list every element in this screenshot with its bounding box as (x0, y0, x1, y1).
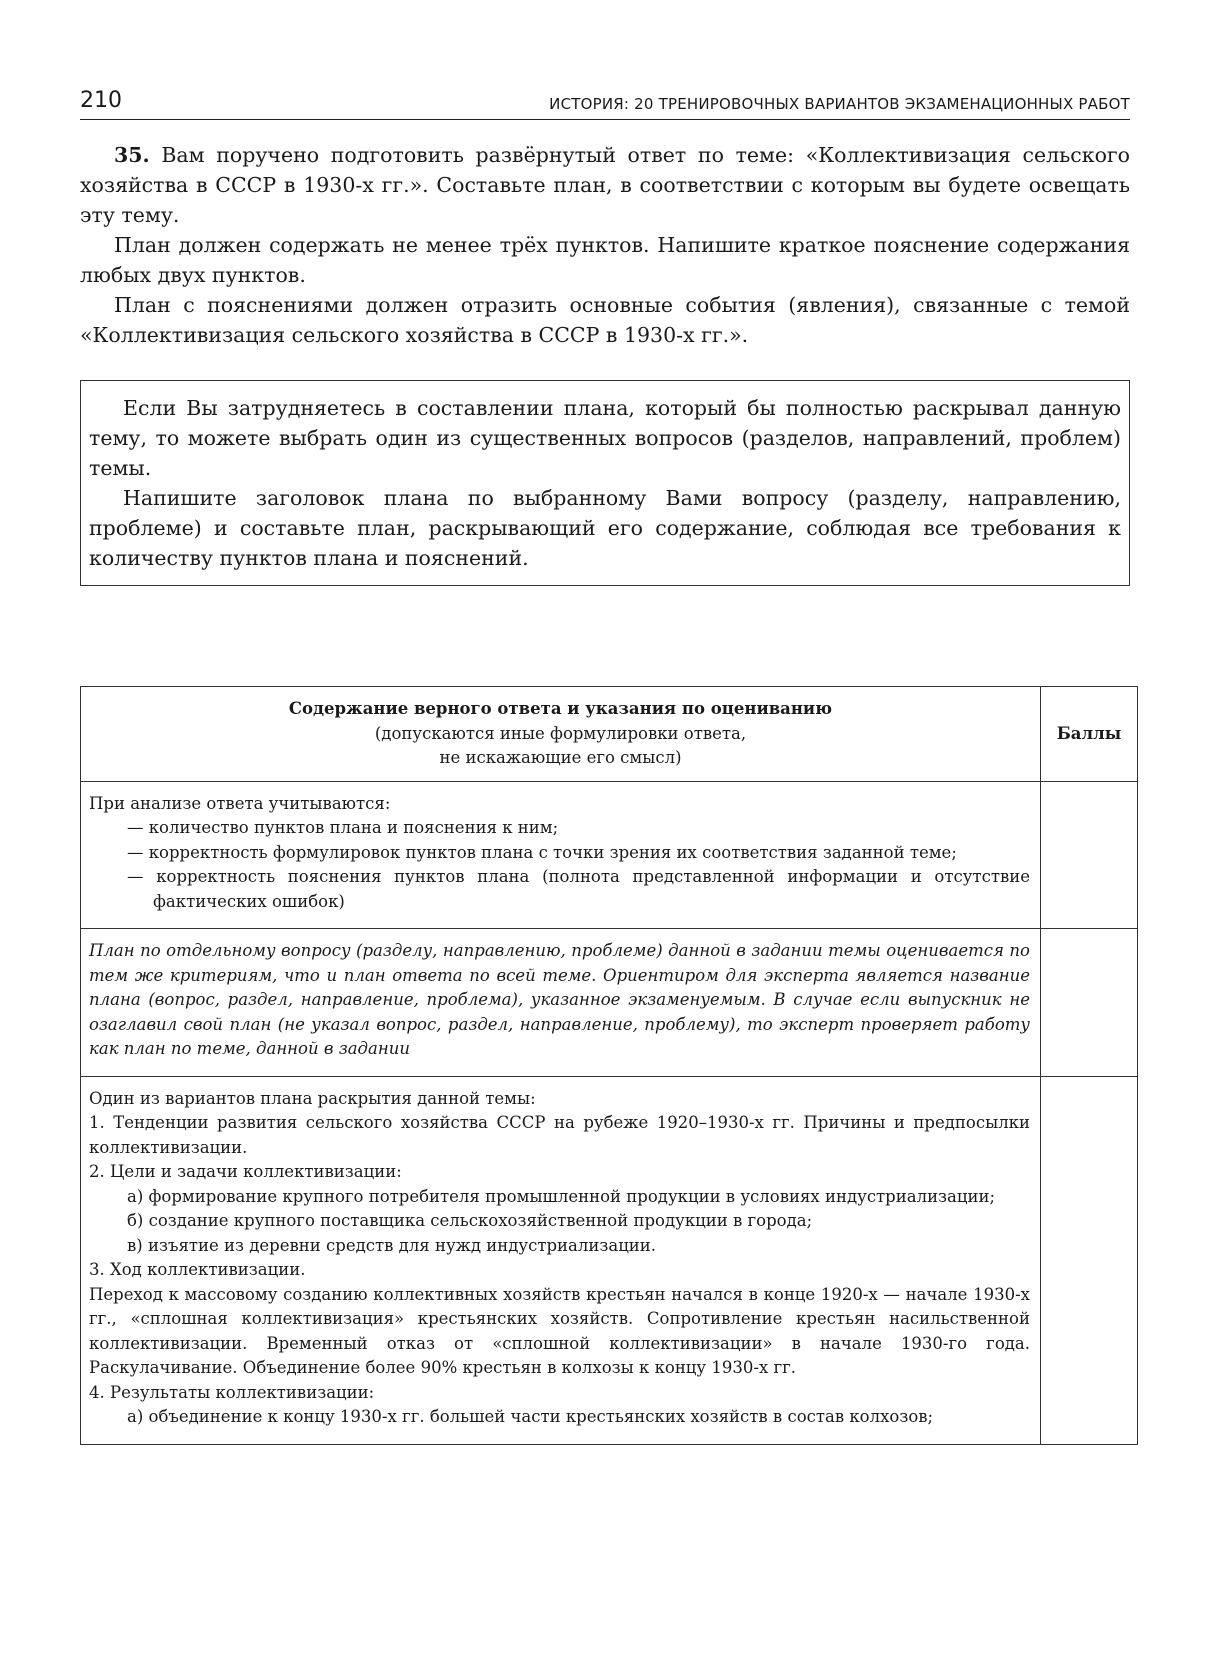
task-text-1: Вам поручено подготовить развёрнутый ответ по теме: «Коллективизация сельского хозяйства в СССР в 1930-х гг.». Составьте план, в соответствии с которым вы будете освещать эту тему. (80, 143, 1130, 227)
plan-item-2b: б) создание крупного поставщика сельскохозяйственной продукции в города; (127, 1211, 813, 1230)
plan-cell (81, 1076, 1041, 1444)
criteria-row (81, 781, 1138, 929)
plan-item-2c: в) изъятие из деревни средств для нужд индустриализации. (127, 1235, 657, 1255)
header-sub-1: (допускаются иные формулировки ответа, (374, 723, 747, 743)
criteria-cell (81, 781, 1041, 929)
plan-item-3-text: Переход к массовому созданию коллективных хозяйств крестьян начался в конце 1920-х — начале 1930-х гг., «сплошная коллективизация» крестьянских хозяйств. Сопротивление крестьян насильственной коллективизации. Временный отказ от «сплошной коллективизации» в начале 1930-го года. Раскулачивание. Объединение более 90% крестьян в колхозы к концу 1930-х гг. (89, 1284, 1030, 1377)
plan-intro: Один из вариантов плана раскрытия данной темы: (89, 1088, 536, 1108)
header-main: Содержание верного ответа и указания по оцениванию (288, 699, 833, 718)
running-title: ИСТОРИЯ: 20 ТРЕНИРОВОЧНЫХ ВАРИАНТОВ ЭКЗАМЕНАЦИОННЫХ РАБОТ (549, 95, 1130, 113)
task-paragraph-3: План с пояснениями должен отразить основные события (явления), связанные с темой «Коллективизация сельского хозяйства в СССР в 1930-х гг.». (80, 293, 1130, 347)
criteria-item: — корректность формулировок пунктов плана с точки зрения их соответствия заданной теме; (127, 842, 957, 862)
task-paragraph-1 (80, 140, 1130, 230)
grading-header-content (81, 687, 1041, 782)
criteria-intro: При анализе ответа учитываются: (89, 793, 391, 813)
hint-paragraph-2: Напишите заголовок плана по выбранному Вами вопросу (разделу, направлению, проблеме) и составьте план, раскрывающий его содержание, соблюдая все требования к количеству пунктов плана и пояснений. (89, 486, 1121, 570)
running-header (80, 88, 1130, 120)
plan-item-2: 2. Цели и задачи коллективизации: (89, 1162, 402, 1181)
task-35 (80, 140, 1130, 350)
page-number: 210 (80, 88, 122, 113)
hint-paragraph-1: Если Вы затрудняетесь в составлении плана, который бы полностью раскрывал данную тему, то можете выбрать один из существенных вопросов (разделов, направлений, проблем) темы. (89, 396, 1121, 480)
plan-score-cell (1041, 1076, 1138, 1444)
hint-box (80, 380, 1130, 586)
criteria-item: — количество пунктов плана и пояснения к ним; (127, 818, 559, 837)
grading-header-row (81, 687, 1138, 782)
plan-row (81, 1076, 1138, 1444)
plan-item-1: 1. Тенденции развития сельского хозяйства СССР на рубеже 1920–1930-х гг. Причины и предпосылки коллективизации. (89, 1113, 1030, 1157)
plan-item-4: 4. Результаты коллективизации: (89, 1382, 375, 1402)
plan-item-2a: а) формирование крупного потребителя промышленной продукции в условиях индустриализации; (127, 1186, 996, 1206)
header-sub-2: не искажающие его смысл) (439, 748, 682, 767)
grading-table (80, 686, 1138, 1445)
criteria-item: — корректность пояснения пунктов плана (полнота представленной информации и отсутствие фактических ошибок) (127, 867, 1030, 911)
note-row (81, 929, 1138, 1077)
header-score: Баллы (1041, 687, 1138, 782)
task-paragraph-2: План должен содержать не менее трёх пунктов. Напишите краткое пояснение содержания любых двух пунктов. (80, 233, 1130, 287)
plan-item-3: 3. Ход коллективизации. (89, 1260, 306, 1279)
task-number: 35. (114, 143, 150, 167)
note-score-cell (1041, 929, 1138, 1077)
page (80, 88, 1130, 1426)
criteria-score-cell (1041, 781, 1138, 929)
note-cell: План по отдельному вопросу (разделу, направлению, проблеме) данной в задании темы оценивается по тем же критериям, что и план ответа по всей теме. Ориентиром для эксперта является название плана (вопрос, раздел, направление, проблема), указанное экзаменуемым. В случае если выпускник не озаглавил свой план (не указал вопрос, раздел, направление, проблему), то эксперт проверяет работу как план по теме, данной в задании (81, 929, 1041, 1077)
plan-item-4a: а) объединение к концу 1930-х гг. большей части крестьянских хозяйств в состав колхозов; (127, 1407, 934, 1426)
